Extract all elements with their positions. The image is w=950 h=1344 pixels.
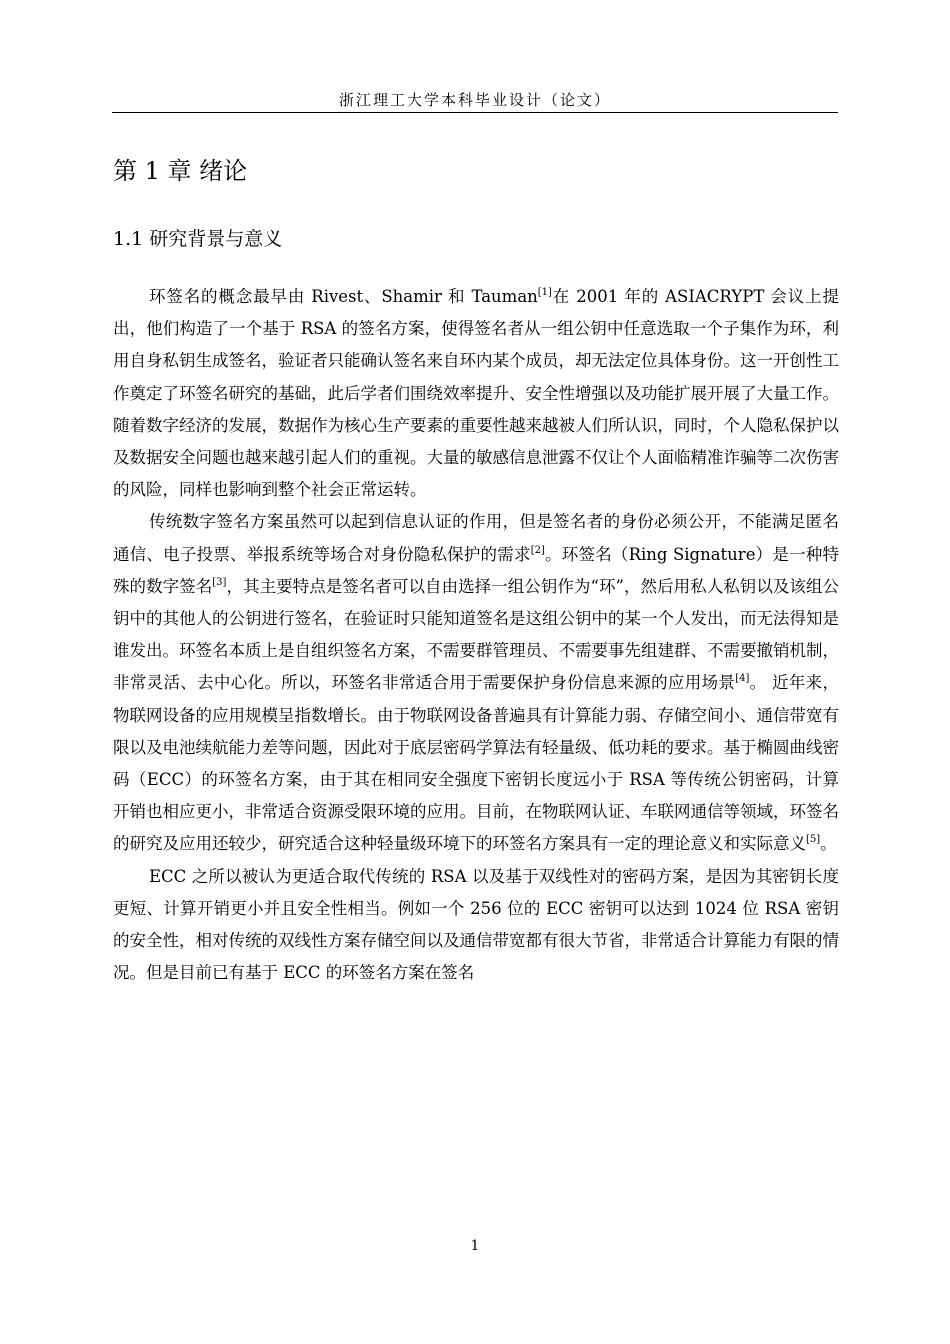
paragraph-text: 传统数字签名方案虽然可以起到信息认证的作用，但是签名者的身份必须公开，不能满足匿名通信、电子投票、举报系统等场合对身份隐私保护的需求	[113, 512, 839, 564]
paragraph-1	[113, 281, 839, 506]
running-header: 浙江理工大学本科毕业设计（论文）	[338, 91, 611, 109]
section-title: 1.1 研究背景与意义	[113, 228, 283, 250]
citation: [3]	[212, 576, 227, 588]
paragraph-text: 。 近年来，物联网设备的应用规模呈指数增长。由于物联网设备普遍具有计算能力弱、存储空间小、通信带宽有限以及电池续航能力差等问题，因此对于底层密码学算法有轻量级、低功耗的要求。基于椭圆曲线密码（ECC）的环签名方案，由于其在相同安全强度下密钥长度远小于 RSA 等传统公钥密码，计算开销也相应更小，非常适合资源受限环境的应用。目前，在物联网认证、车联网通信等领域，环签名的研究及应用还较少，研究适合这种轻量级环境下的环签名方案具有一定的理论意义和实际意义	[113, 673, 839, 854]
citation: [5]	[806, 834, 821, 846]
paragraph-text: 环签名的概念最早由 Rivest、Shamir 和 Tauman	[149, 287, 538, 306]
header-rule	[112, 112, 838, 113]
paragraph-text: 。	[820, 834, 837, 854]
chapter-title: 第 1 章 绪论	[113, 157, 248, 185]
paragraph-text: ECC 之所以被认为更适合取代传统的 RSA 以及基于双线性对的密码方案，是因为其密钥长度更短、计算开销更小并且安全性相当。例如一个 256 位的 ECC 密钥可以达到 1024 位 RSA 密钥的安全性，相对传统的双线性方案存储空间以及通信带宽都有很大节省，非常适合计算能力有限的情况。但是目前已有基于 ECC 的环签名方案在签名	[113, 866, 839, 983]
page-number: 1	[470, 1238, 480, 1254]
paragraph-text: ，其主要特点是签名者可以自由选择一组公钥作为“环”，然后用私人私钥以及该组公钥中的其他人的公钥进行签名，在验证时只能知道签名是这组公钥中的某一个人发出，而无法得知是谁发出。环签名本质上是自组织签名方案，不需要群管理员、不需要事先组建群、不需要撤销机制，非常灵活、去中心化。所以，环签名非常适合用于需要保护身份信息来源的应用场景	[113, 576, 840, 693]
citation: [2]	[530, 544, 545, 556]
paragraph-3	[113, 861, 839, 990]
paragraph-text: 。环签名（Ring Signature）是一种特殊的数字签名	[113, 544, 839, 596]
citation: [1]	[537, 287, 552, 298]
citation: [4]	[735, 673, 750, 685]
body-text	[113, 281, 839, 989]
paragraph-2	[113, 506, 839, 860]
paragraph-text: 在 2001 年的 ASIACRYPT 会议上提出，他们构造了一个基于 RSA 的签名方案，使得签名者从一组公钥中任意选取一个子集作为环，利用自身私钥生成签名，验证者只能确认签名来自环内某个成员，却无法定位具体身份。这一开创性工作奠定了环签名研究的基础，此后学者们围绕效率提升、安全性增强以及功能扩展开展了大量工作。随着数字经济的发展，数据作为核心生产要素的重要性越来越被人们所认识，同时，个人隐私保护以及数据安全问题也越来越引起人们的重视。大量的敏感信息泄露不仅让个人面临精准诈骗等二次伤害的风险，同样也影响到整个社会正常运转。	[113, 287, 839, 500]
